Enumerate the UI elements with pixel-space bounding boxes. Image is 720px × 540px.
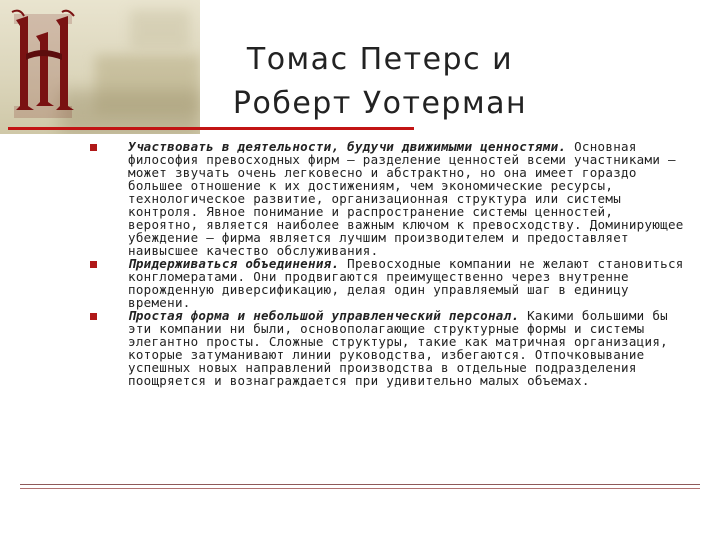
list-item-lead: Участвовать в деятельности, будучи движимыми ценностями.: [128, 139, 567, 154]
square-bullet-icon: [90, 313, 97, 320]
square-bullet-icon: [90, 144, 97, 151]
list-item-text: Превосходные компании не желают становиться конгломератами. Они продвигаются преимущественно через внутренне порожденную диверсификацию, делая один управляемый шаг в единицу времени.: [128, 256, 684, 310]
square-bullet-icon: [90, 261, 97, 268]
monogram-logo-icon: [6, 6, 80, 124]
bullet-list: [90, 140, 690, 387]
list-item: [90, 257, 690, 309]
list-item-paragraph: [128, 257, 690, 309]
list-item: [90, 309, 690, 387]
list-item-paragraph: [128, 309, 690, 387]
title-underline: [8, 127, 414, 130]
list-item: [90, 140, 690, 257]
list-item-paragraph: [128, 140, 690, 257]
list-item-text: Основная философия превосходных фирм – разделение ценностей всеми участниками – может звучать очень легковесно и абстрактно, но она имеет гораздо большее отношение к их достижениям, чем экономические ресурсы, технологическое развитие, организационная структура или системы контроля. Явное понимание и распространение системы ценностей, вероятно, является наиболее важным ключом к превосходству. Доминирующее убеждение – фирма является лучшим производителем и предоставляет наивысшее качество обслуживания.: [128, 139, 684, 258]
footer-divider: [20, 488, 700, 489]
logo-panel: [0, 0, 200, 134]
footer-divider: [20, 484, 700, 485]
list-item-lead: Простая форма и небольшой управленческий персонал.: [128, 308, 520, 323]
slide-title: [180, 38, 580, 126]
slide-title-line-1: Томас Петерс и: [246, 42, 514, 77]
list-item-lead: Придерживаться объединения.: [128, 256, 340, 271]
list-item-text: Какими большими бы эти компании ни были, основополагающие структурные формы и системы элегантно просты. Сложные структуры, такие как матричная организация, которые затуманивают линии руководства, избегаются. Отпочковывание успешных новых направлений производства в отдельные подразделения поощряется и вознаграждается при удивительно малых объемах.: [128, 308, 668, 388]
slide-title-line-2: Роберт Уотерман: [232, 86, 528, 121]
